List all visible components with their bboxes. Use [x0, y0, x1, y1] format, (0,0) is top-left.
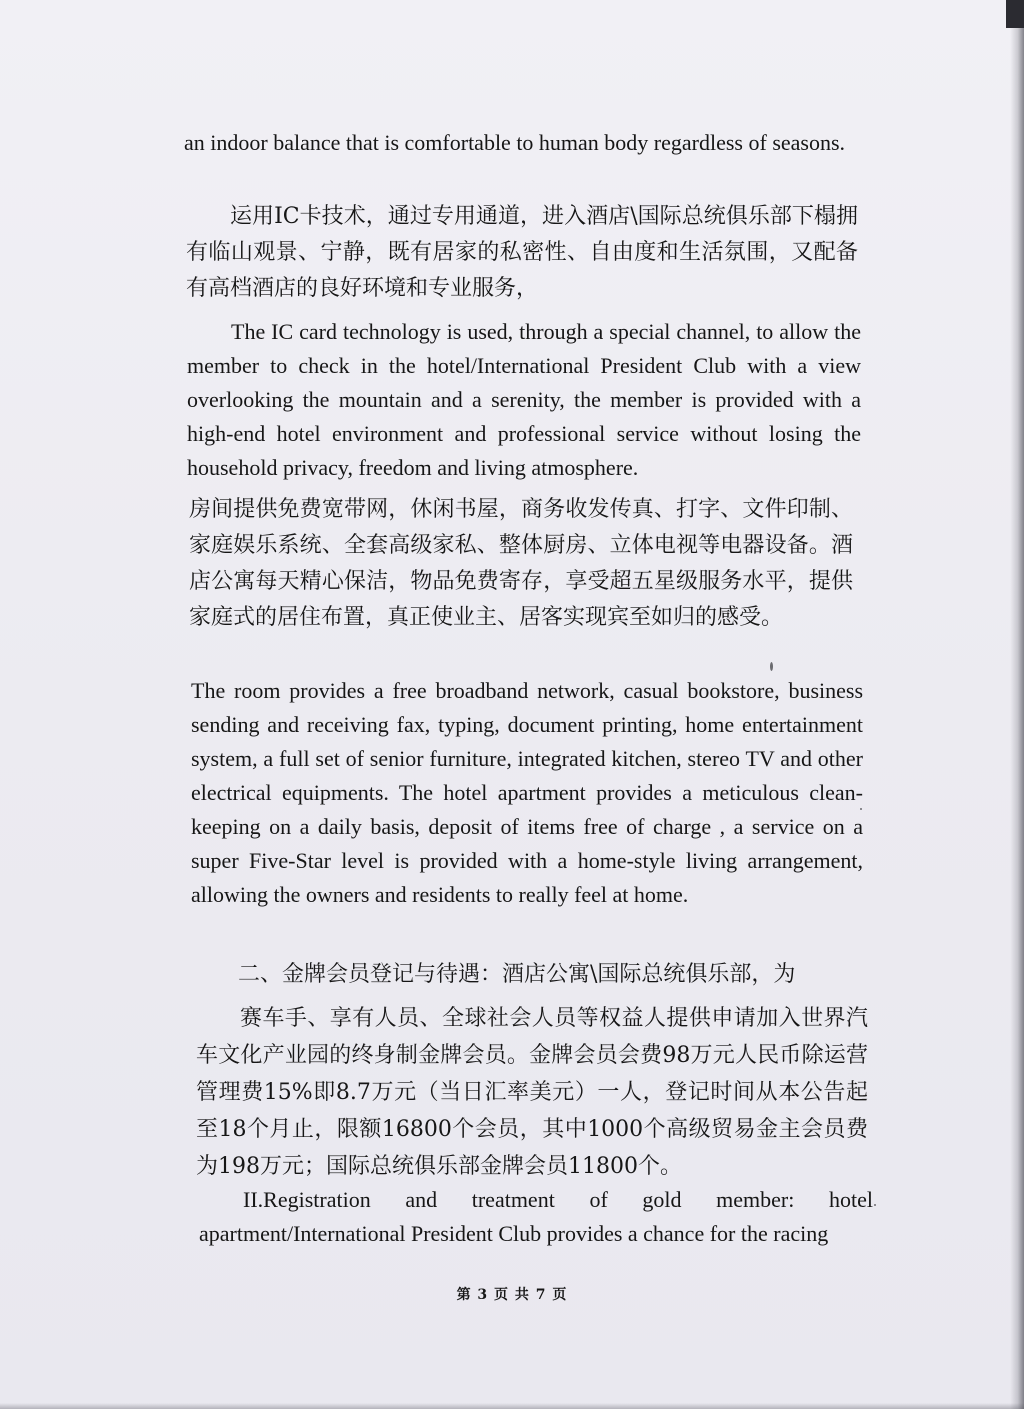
paragraph-english-1: an indoor balance that is comfortable to human body regardless of seasons.	[184, 130, 846, 155]
scan-corner-mark	[1006, 0, 1024, 28]
scan-speck	[874, 1204, 876, 1206]
paragraph-english-4: II.Registration and treatment of gold member: hotel apartment/International President Club provides a chance for the racing	[199, 1187, 873, 1246]
paragraph-english-3: The room provides a free broadband network, casual bookstore, business sending and receiving fax, typing, document printing, home entertainment system, a full set of senior furniture, integrated kitchen, stereo TV and other electrical equipments. The hotel apartment provides a meticulous clean-keeping on a daily basis, deposit of items free of charge , a service on a super Five-Star level is provided with a home-style living arrangement, allowing the owners and residents to really feel at home.	[191, 678, 863, 907]
scan-edge-shadow	[1010, 0, 1024, 1409]
paragraph-chinese-2: 房间提供免费宽带网，休闲书屋，商务收发传真、打字、文件印制、家庭娱乐系统、全套高级家私、整体厨房、立体电视等电器设备。酒店公寓每天精心保洁，物品免费寄存，享受超五星级服务水平，提供家庭式的居住布置，真正使业主、居客实现宾至如归的感受。	[189, 497, 853, 630]
paragraph-english-2: The IC card technology is used, through a special channel, to allow the member to check in the hotel/International President Club with a view overlooking the mountain and a serenity, the member is provided with a high-end hotel environment and professional service without losing the household privacy, freedom and living atmosphere.	[187, 319, 861, 480]
paragraph-chinese-3: 赛车手、享有人员、全球社会人员等权益人提供申请加入世界汽车文化产业园的终身制金牌会员。金牌会员会费98万元人民币除运营管理费15%即8.7万元（当日汇率美元）一人，登记时间从本公告起至18个月止，限额16800个会员，其中1000个高级贸易金主会员费为198万元；国际总统俱乐部金牌会员11800个。	[196, 1006, 868, 1179]
paragraph-chinese-1: 运用IC卡技术，通过专用通道，进入酒店\国际总统俱乐部下榻拥有临山观景、宁静，既有居家的私密性、自由度和生活氛围，又配备有高档酒店的良好环境和专业服务，	[186, 204, 858, 301]
scan-speck	[770, 662, 773, 671]
page-number-footer: 第 3 页 共 7 页	[456, 1287, 568, 1303]
section-heading-chinese: 二、金牌会员登记与待遇：酒店公寓\国际总统俱乐部，为	[238, 962, 796, 987]
scan-bottom-shadow	[0, 1403, 1024, 1409]
